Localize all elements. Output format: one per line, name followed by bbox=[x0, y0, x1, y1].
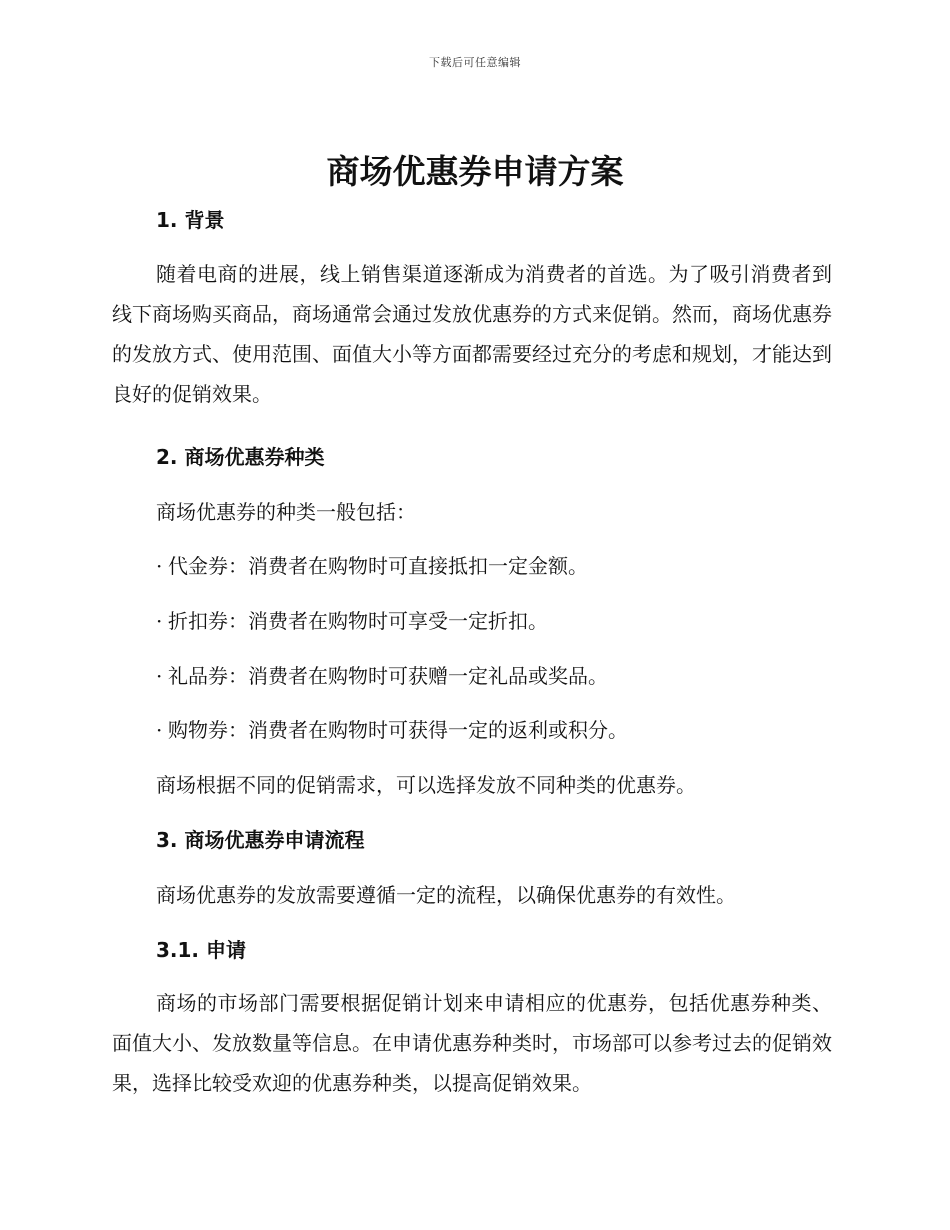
section-heading-background: 1. 背景 bbox=[156, 208, 225, 232]
types-intro: 商场优惠券的种类一般包括： bbox=[156, 500, 416, 524]
apply-paragraph: 商场的市场部门需要根据促销计划来申请相应的优惠券，包括优惠券种类、面值大小、发放数量等信息。在申请优惠券种类时，市场部可以参考过去的促销效果，选择比较受欢迎的优惠券种类，以提高促销效果。 bbox=[112, 991, 832, 1095]
section-heading-apply: 3.1. 申请 bbox=[156, 938, 246, 962]
list-item bbox=[156, 662, 608, 690]
types-closing: 商场根据不同的促销需求，可以选择发放不同种类的优惠券。 bbox=[156, 773, 696, 797]
list-item-text: 折扣券：消费者在购物时可享受一定折扣。 bbox=[168, 609, 548, 633]
list-item bbox=[156, 716, 628, 744]
bullet-icon: · bbox=[156, 554, 163, 578]
list-item-text: 代金券：消费者在购物时可直接抵扣一定金额。 bbox=[168, 554, 588, 578]
header-note: 下载后可任意编辑 bbox=[429, 56, 521, 69]
bullet-icon: · bbox=[156, 664, 163, 688]
process-intro: 商场优惠券的发放需要遵循一定的流程，以确保优惠券的有效性。 bbox=[156, 883, 736, 907]
bullet-icon: · bbox=[156, 718, 163, 742]
list-item-text: 购物券：消费者在购物时可获得一定的返利或积分。 bbox=[168, 718, 628, 742]
list-item bbox=[156, 552, 588, 580]
list-item-text: 礼品券：消费者在购物时可获赠一定礼品或奖品。 bbox=[168, 664, 608, 688]
list-item bbox=[156, 607, 548, 635]
bullet-icon: · bbox=[156, 609, 163, 633]
background-paragraph: 随着电商的进展，线上销售渠道逐渐成为消费者的首选。为了吸引消费者到线下商场购买商品，商场通常会通过发放优惠券的方式来促销。然而，商场优惠券的发放方式、使用范围、面值大小等方面都需要经过充分的考虑和规划，才能达到良好的促销效果。 bbox=[112, 262, 832, 406]
document-title: 商场优惠券申请方案 bbox=[326, 152, 624, 191]
section-heading-process: 3. 商场优惠券申请流程 bbox=[156, 828, 365, 852]
section-heading-types: 2. 商场优惠券种类 bbox=[156, 445, 325, 469]
